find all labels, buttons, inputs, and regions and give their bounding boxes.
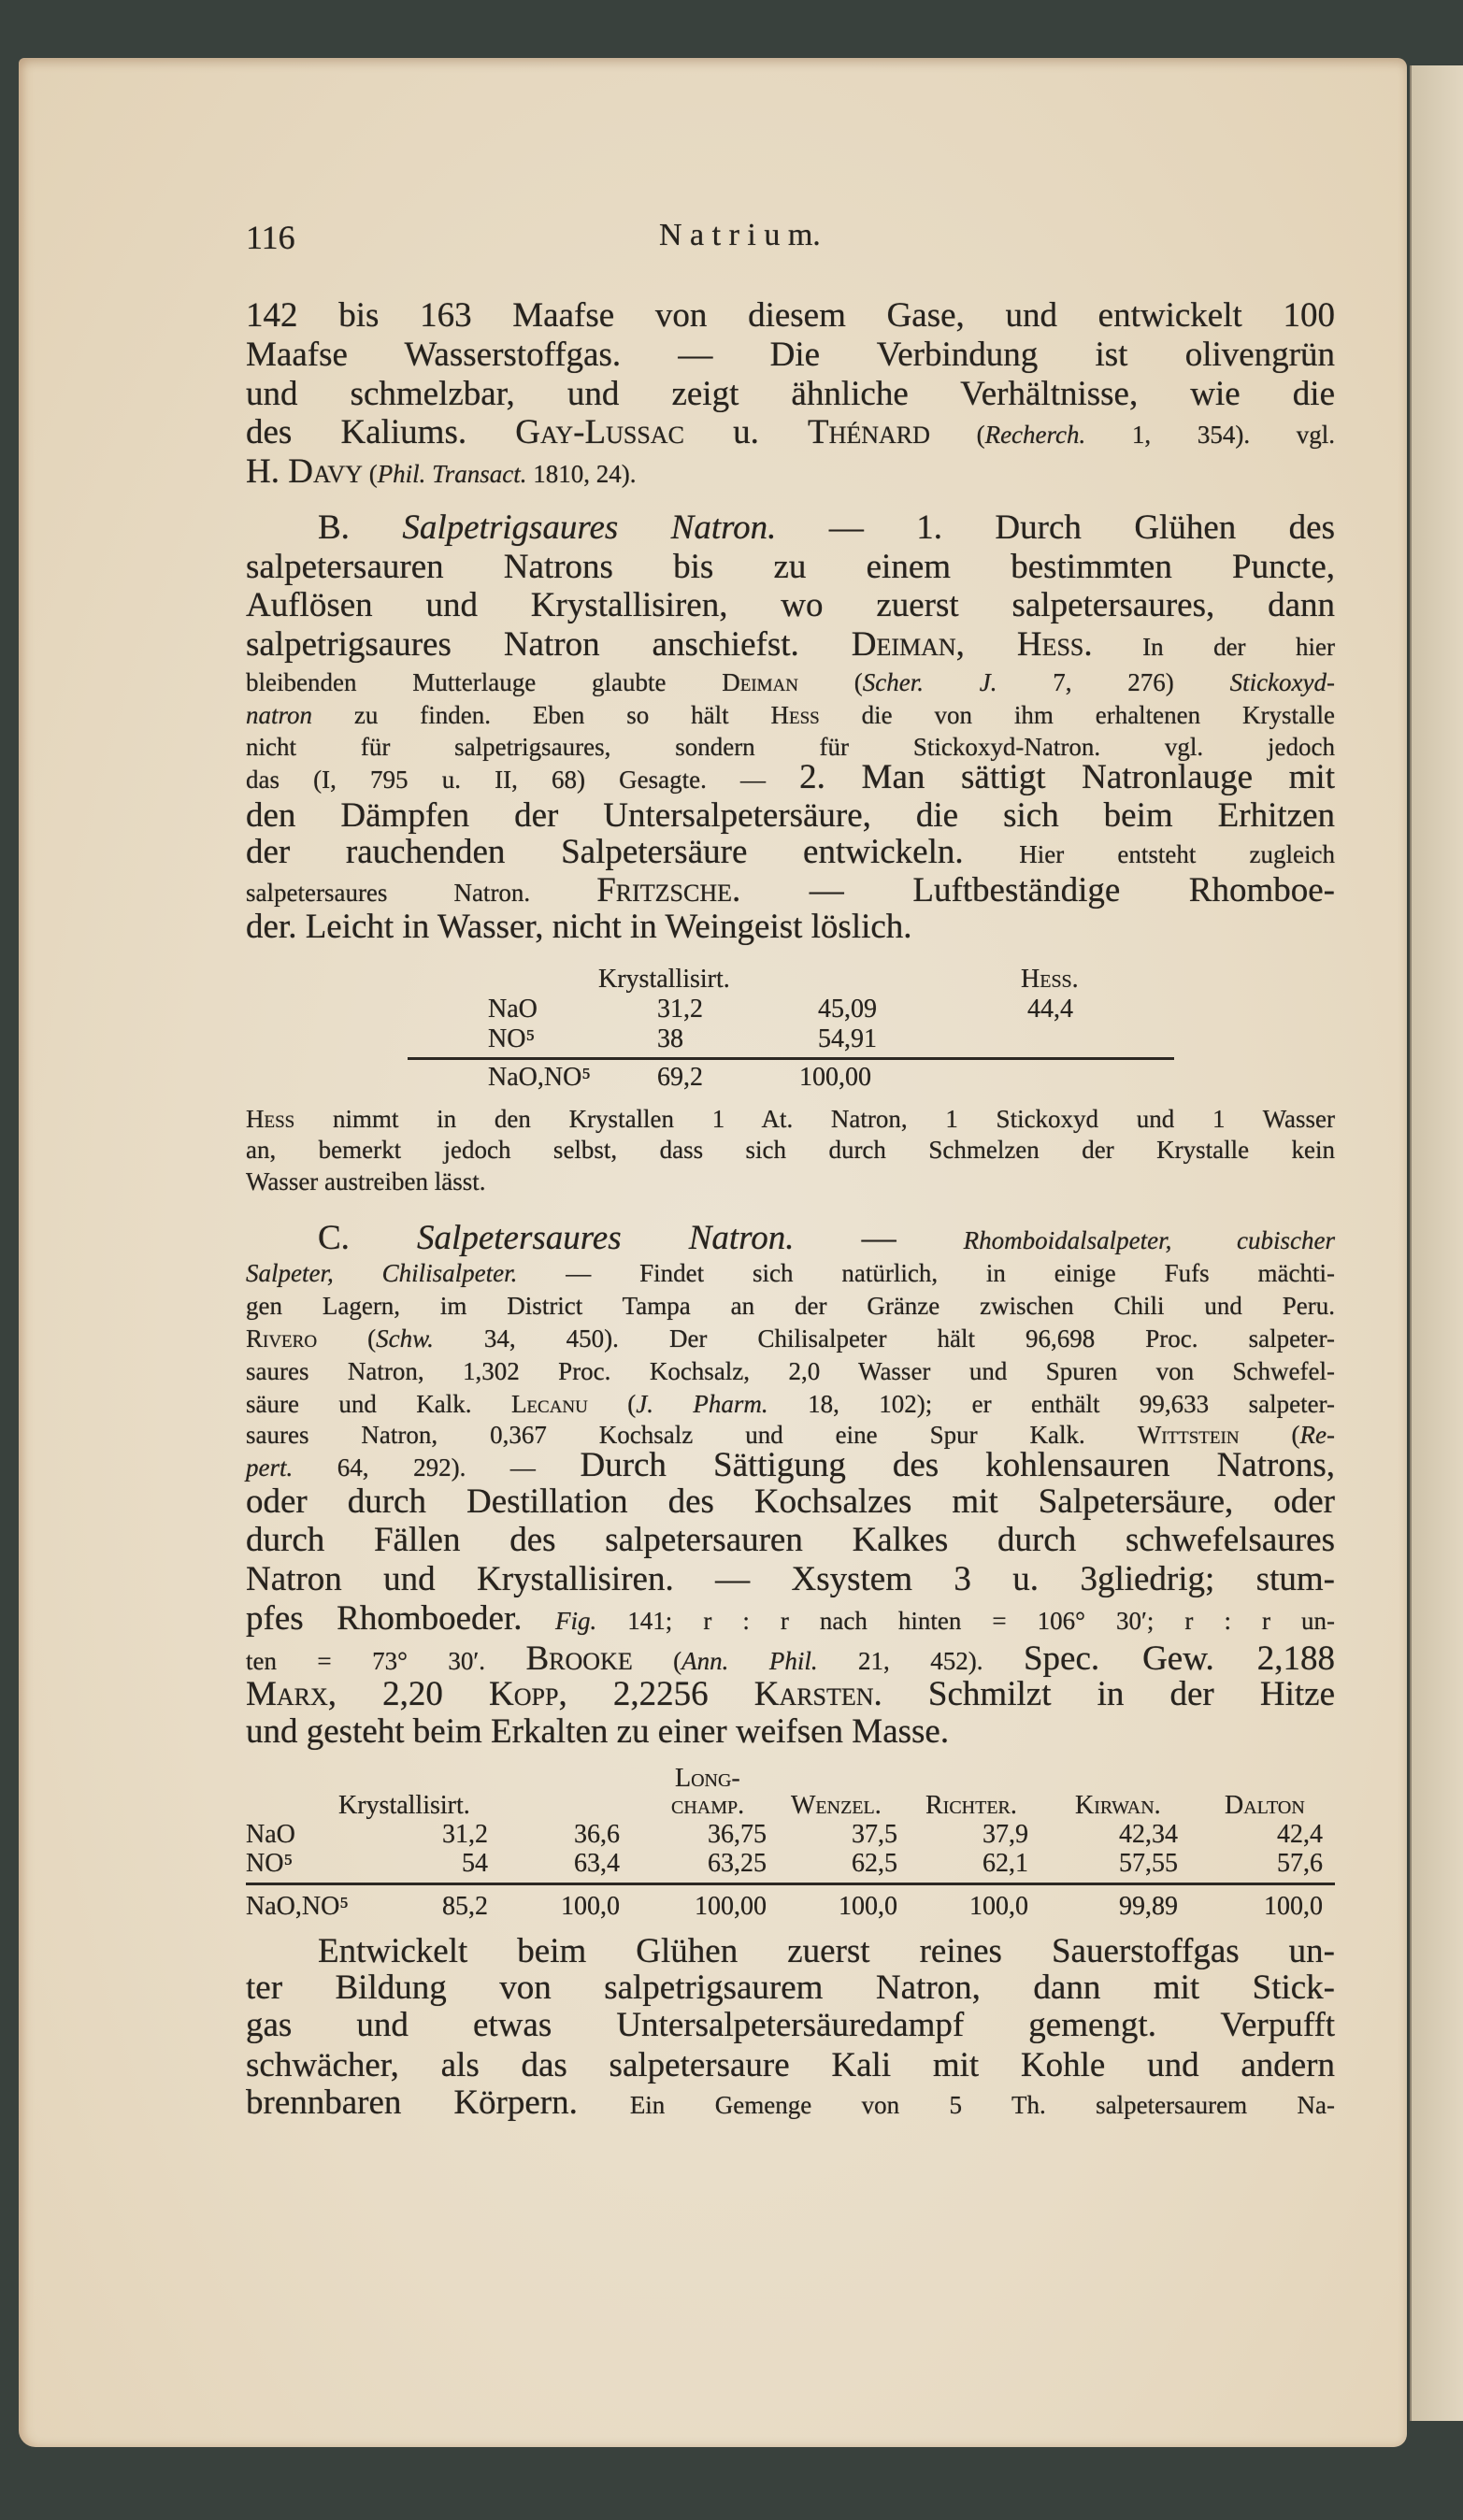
text-segment: (: [1239, 1421, 1300, 1449]
text-segment: 2. Man sättigt Natronlauge mit: [799, 758, 1335, 796]
text-segment: salpetersauren Natrons bis zu einem bestimmten Puncte,: [246, 548, 1335, 586]
text-segment: saures Natron, 0,367 Kochsalz und eine Spur Kalk.: [246, 1421, 1138, 1449]
text-segment: salpetersaures Natron.: [246, 879, 597, 907]
text-segment: , 2,20: [327, 1675, 490, 1713]
table-cell: NaO: [488, 995, 538, 1024]
table-cell: NO⁵: [246, 1849, 294, 1878]
text-line: [246, 451, 1335, 493]
text-line: [246, 335, 1335, 376]
table-header: champ.: [671, 1791, 745, 1820]
text-segment: 1810, 24).: [526, 460, 637, 488]
text-segment: oder durch Destillation des Kochsalzes mit Salpetersäure, oder: [246, 1482, 1335, 1521]
table-header: Kirwan.: [1075, 1791, 1161, 1820]
text-segment: B.: [318, 508, 403, 547]
text-segment: nimmt in den Krystallen 1 At. Natron, 1 Stickoxyd und 1 Wasser: [294, 1105, 1335, 1133]
table-cell: 42,34: [1119, 1820, 1178, 1849]
text-line: [246, 1559, 1335, 1600]
table-cell: 36,75: [708, 1820, 767, 1849]
text-segment: ten = 73° 30′.: [246, 1647, 526, 1675]
table-header: Krystallisirt.: [338, 1791, 470, 1820]
text-segment: der. Leicht in Wasser, nicht in Weingeist löslich.: [246, 908, 912, 946]
table-cell: 37,5: [852, 1820, 897, 1849]
table-cell: 36,6: [574, 1820, 620, 1849]
text-segment: Salpetrigsaures Natron.: [402, 508, 777, 547]
text-segment: Salpeter, Chilisalpeter.: [246, 1259, 518, 1287]
text-segment: J. Pharm.: [636, 1390, 768, 1418]
text-segment: (: [797, 668, 863, 696]
table-cell: 42,4: [1277, 1820, 1323, 1849]
text-segment: Schw.: [376, 1324, 434, 1353]
text-segment: Deiman, Hess.: [851, 625, 1093, 664]
table-cell: 62,1: [983, 1849, 1028, 1878]
text-line: [246, 412, 1335, 453]
text-segment: Deiman: [722, 668, 798, 696]
text-segment: Gay-Lussac: [515, 413, 684, 451]
text-segment: den Dämpfen der Untersalpetersäure, die sich beim Erhitzen: [246, 796, 1335, 835]
text-segment: gas und etwas Untersalpetersäuredampf gemengt. Verpufft: [246, 2006, 1335, 2044]
text-line: [246, 2045, 1335, 2086]
table-header: Wenzel.: [791, 1791, 882, 1820]
table-cell: 31,2: [657, 995, 703, 1024]
text-segment: —: [794, 1219, 964, 1257]
text-line: [246, 374, 1335, 415]
text-segment: natron: [246, 701, 313, 729]
text-segment: Salpetersaures Natron.: [417, 1219, 795, 1257]
text-segment: In der hier: [1092, 633, 1335, 661]
table-cell: 31,2: [442, 1820, 488, 1849]
text-segment: Entwickelt beim Glühen zuerst reines Sauerstoffgas un-: [318, 1932, 1335, 1970]
text-line: [246, 1445, 1335, 1486]
text-segment: Rivero: [246, 1324, 318, 1353]
text-segment: brennbaren Körpern.: [246, 2083, 630, 2122]
text-segment: (: [929, 421, 985, 449]
text-segment: Maafse Wasserstoffgas. — Die Verbindung ist olivengrün: [246, 336, 1335, 374]
text-segment: Brooke: [525, 1639, 633, 1678]
table-cell: 54,91: [818, 1024, 877, 1053]
text-segment: Rhomboidalsalpeter, cubischer: [963, 1226, 1335, 1254]
table-cell: 44,4: [1027, 995, 1073, 1024]
text-segment: Fig.: [555, 1607, 597, 1635]
table-header: Richter.: [925, 1791, 1017, 1820]
text-segment: Stickoxyd-: [1229, 668, 1335, 696]
text-segment: H.: [246, 452, 289, 491]
running-title: N a t r i u m.: [659, 218, 821, 252]
text-segment: Wasser austreiben lässt.: [246, 1167, 486, 1196]
text-segment: der rauchenden Salpetersäure entwickeln.: [246, 833, 1020, 871]
text-line: [246, 1968, 1335, 2009]
text-segment: 142 bis 163 Maafse von diesem Gase, und entwickelt 100: [246, 296, 1335, 335]
table-cell: 63,4: [574, 1849, 620, 1878]
text-line: [246, 795, 1335, 837]
table-total-cell: 100,0: [561, 1892, 620, 1921]
text-segment: Kopp: [489, 1675, 559, 1713]
text-segment: Durch Sättigung des kohlensauren Natrons,: [580, 1446, 1335, 1484]
table-cell: 45,09: [818, 995, 877, 1024]
text-segment: (: [317, 1324, 377, 1353]
text-segment: Karsten.: [753, 1675, 882, 1713]
text-segment: nicht für salpetrigsaures, sondern für Stickoxyd-Natron. vgl. jedoch: [246, 733, 1335, 761]
text-segment: 141; r : r nach hinten = 106° 30′; r : r un-: [596, 1607, 1335, 1635]
table-header: Long-: [675, 1764, 740, 1793]
text-line: [246, 1520, 1335, 1561]
text-segment: bleibenden Mutterlauge glaubte: [246, 668, 723, 696]
text-segment: Ann. Phil.: [681, 1647, 818, 1675]
text-line: [246, 1711, 1335, 1753]
text-segment: das (I, 795 u. II, 68) Gesagte. —: [246, 766, 800, 794]
text-line: [246, 295, 1335, 336]
text-segment: 21, 452).: [817, 1647, 1024, 1675]
page-number: 116: [246, 219, 295, 256]
text-segment: Scher. J.: [862, 668, 997, 696]
text-segment: Ein Gemenge von 5 Th. salpetersaurem Na-: [629, 2091, 1335, 2119]
text-segment: und schmelzbar, und zeigt ähnliche Verhältnisse, wie die: [246, 375, 1335, 413]
table-header: Krystallisirt.: [598, 965, 730, 994]
text-line: [246, 1598, 1335, 1639]
text-segment: und gesteht beim Erkalten zu einer weifsen Masse.: [246, 1712, 950, 1751]
text-segment: pert.: [246, 1453, 294, 1482]
text-segment: (: [587, 1390, 637, 1418]
text-line: [246, 2083, 1335, 2124]
text-line: [246, 1482, 1335, 1523]
table-total-cell: 100,00: [695, 1892, 767, 1921]
text-segment: u.: [683, 413, 808, 451]
text-segment: , 2,2256: [558, 1675, 754, 1713]
text-segment: Lecanu: [510, 1390, 588, 1418]
table-cell: 57,55: [1119, 1849, 1178, 1878]
text-segment: durch Fällen des salpetersauren Kalkes durch schwefelsaures: [246, 1521, 1335, 1559]
text-segment: Schmilzt in der Hitze: [882, 1675, 1335, 1713]
text-segment: Wittstein: [1137, 1421, 1240, 1449]
text-segment: Re-: [1299, 1421, 1335, 1449]
text-line: [318, 1931, 1335, 1972]
table-cell: 57,6: [1277, 1849, 1323, 1878]
table-total-cell: 69,2: [657, 1063, 703, 1092]
text-segment: Spec. Gew. 2,188: [1023, 1639, 1335, 1678]
table-total-cell: 100,0: [1264, 1892, 1323, 1921]
text-line: [246, 1674, 1335, 1715]
text-segment: ter Bildung von salpetrigsaurem Natron, dann mit Stick-: [246, 1969, 1335, 2007]
table-header: Hess.: [1021, 965, 1079, 994]
table-header: Dalton: [1225, 1791, 1305, 1820]
text-segment: 1, 354). vgl.: [1085, 421, 1335, 449]
text-segment: — Luftbeständige Rhomboe-: [740, 871, 1335, 909]
text-line: [246, 2005, 1335, 2046]
text-segment: zu finden. Eben so hält: [312, 701, 771, 729]
table-total-cell: 85,2: [442, 1892, 488, 1921]
text-segment: gen Lagern, im District Tampa an der Gränze zwischen Chili und Peru.: [246, 1292, 1335, 1320]
table-rule: [246, 1883, 1335, 1885]
text-line: [246, 547, 1335, 588]
text-line: [246, 907, 1335, 948]
text-segment: Davy: [288, 452, 363, 491]
text-line: [246, 870, 1335, 911]
text-segment: säure und Kalk.: [246, 1390, 511, 1418]
text-segment: C.: [318, 1219, 418, 1257]
table-rule: [408, 1057, 1174, 1060]
table-cell: 38: [657, 1024, 683, 1053]
text-line: [246, 585, 1335, 626]
text-segment: Auflösen und Krystallisiren, wo zuerst salpetersaures, dann: [246, 586, 1335, 624]
table-cell: 54: [462, 1849, 488, 1878]
text-segment: Marx: [246, 1675, 328, 1713]
text-segment: Recherch.: [984, 421, 1086, 449]
text-segment: Phil. Transact.: [377, 460, 527, 488]
table-cell: NaO: [246, 1820, 295, 1849]
table-total-cell: 100,0: [839, 1892, 897, 1921]
table-total-cell: NaO,NO⁵: [246, 1892, 350, 1921]
text-segment: an, bemerkt jedoch selbst, dass sich durch Schmelzen der Krystalle kein: [246, 1136, 1335, 1164]
text-segment: salpetrigsaures Natron anschiefst.: [246, 625, 852, 664]
text-segment: — Findet sich natürlich, in einige Fufs mächti-: [517, 1259, 1335, 1287]
text-segment: — 1. Durch Glühen des: [776, 508, 1335, 547]
text-segment: Hess: [770, 701, 820, 729]
table-cell: 37,9: [983, 1820, 1028, 1849]
text-segment: Hess: [246, 1105, 295, 1133]
table-total-cell: 100,00: [799, 1063, 871, 1092]
text-segment: Thénard: [807, 413, 930, 451]
text-line: [246, 1159, 1335, 1200]
text-segment: saures Natron, 1,302 Proc. Kochsalz, 2,0 Wasser und Spuren von Schwefel-: [246, 1357, 1335, 1385]
table-total-cell: 100,0: [969, 1892, 1028, 1921]
text-segment: 34, 450). Der Chilisalpeter hält 96,698 Proc. salpeter-: [433, 1324, 1335, 1353]
text-line: [246, 832, 1335, 873]
table-cell: NO⁵: [488, 1024, 536, 1053]
text-line: [318, 508, 1335, 549]
text-segment: 64, 292). —: [293, 1453, 581, 1482]
text-segment: (: [362, 460, 378, 488]
text-segment: Natron und Krystallisiren. — Xsystem 3 u. 3gliedrig; stum-: [246, 1560, 1335, 1598]
table-cell: 63,25: [708, 1849, 767, 1878]
table-total-cell: NaO,NO⁵: [488, 1063, 592, 1092]
text-segment: 7, 276): [997, 668, 1230, 696]
text-segment: des Kaliums.: [246, 413, 516, 451]
text-segment: Fritzsche.: [596, 871, 741, 909]
text-segment: (: [632, 1647, 682, 1675]
text-segment: 18, 102); er enthält 99,633 salpeter-: [767, 1390, 1336, 1418]
text-line: [246, 757, 1335, 798]
table-cell: 62,5: [852, 1849, 897, 1878]
text-segment: Hier entsteht zugleich: [1019, 840, 1335, 868]
text-segment: die von ihm erhaltenen Krystalle: [819, 701, 1335, 729]
table-total-cell: 99,89: [1119, 1892, 1178, 1921]
text-segment: schwächer, als das salpetersaure Kali mit Kohle und andern: [246, 2046, 1335, 2084]
text-segment: pfes Rhomboeder.: [246, 1599, 556, 1638]
